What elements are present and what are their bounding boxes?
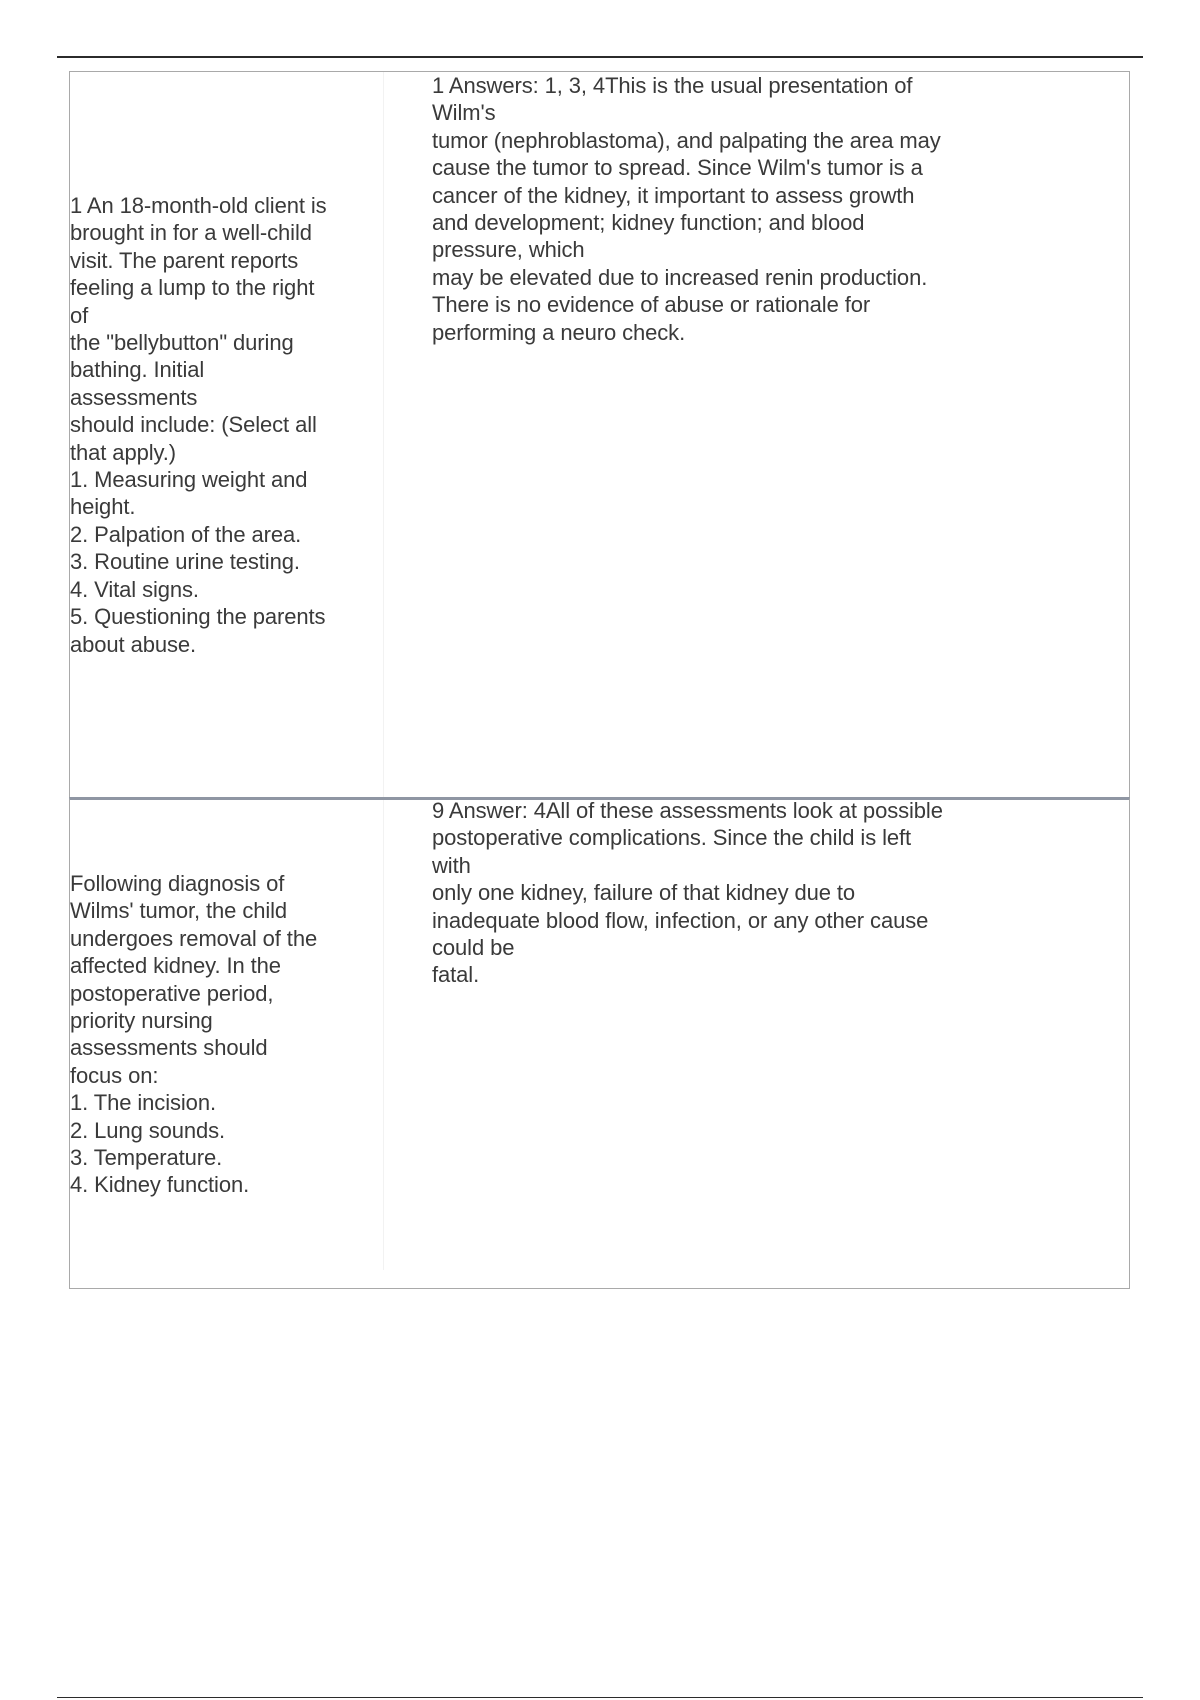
question-line: feeling a lump to the right	[70, 275, 315, 301]
question-line: 2. Palpation of the area.	[70, 521, 302, 547]
answer-line: pressure, which	[432, 237, 585, 263]
answer-line: cause the tumor to spread. Since Wilm's tumor is a	[432, 155, 923, 181]
answer-line: and development; kidney function; and blood	[432, 210, 865, 236]
answer-line: inadequate blood flow, infection, or any other cause	[432, 907, 929, 933]
question-line: 1. Measuring weight and	[70, 467, 308, 493]
header-rule	[57, 56, 1143, 58]
answer-line: postoperative complications. Since the child is left	[432, 825, 912, 851]
column-divider	[383, 800, 384, 1270]
question-line: that apply.)	[70, 439, 177, 465]
answer-line: tumor (nephroblastoma), and palpating the area may	[432, 127, 941, 153]
question-text	[70, 870, 370, 1199]
question-line: focus on:	[70, 1062, 159, 1088]
question-line: brought in for a well-child	[70, 220, 312, 246]
answer-line: Wilm's	[432, 100, 496, 126]
answer-line: may be elevated due to increased renin production.	[432, 264, 928, 290]
question-line: priority nursing	[70, 1008, 213, 1034]
answer-cell	[432, 72, 1022, 346]
question-line: about abuse.	[70, 631, 197, 657]
question-line: assessments should	[70, 1035, 268, 1061]
column-divider	[383, 72, 384, 797]
answer-line: could be	[432, 935, 515, 961]
question-line: the "bellybutton" during	[70, 330, 294, 356]
question-line: 3. Temperature.	[70, 1145, 223, 1171]
answer-cell	[432, 797, 1022, 989]
question-line: 4. Kidney function.	[70, 1172, 250, 1198]
question-line: Wilms' tumor, the child	[70, 898, 288, 924]
answer-line: cancer of the kidney, it important to assess growth	[432, 182, 915, 208]
question-line: bathing. Initial	[70, 357, 205, 383]
flashcard-1	[69, 71, 1130, 798]
question-line: undergoes removal of the	[70, 925, 318, 951]
question-cell	[70, 192, 370, 658]
answer-line: 1 Answers: 1, 3, 4This is the usual presentation of	[432, 73, 913, 98]
question-line: 2. Lung sounds.	[70, 1117, 226, 1143]
question-line: assessments	[70, 384, 198, 410]
question-line: 1. The incision.	[70, 1090, 216, 1116]
answer-line: with	[432, 852, 471, 878]
question-line: should include: (Select all	[70, 412, 317, 438]
question-line: height.	[70, 494, 136, 520]
question-line: affected kidney. In the	[70, 953, 281, 979]
answer-line: performing a neuro check.	[432, 319, 686, 345]
question-cell	[70, 870, 370, 1199]
question-line: 3. Routine urine testing.	[70, 549, 300, 575]
answer-line: There is no evidence of abuse or rationale for	[432, 292, 871, 318]
answer-text	[432, 72, 1022, 346]
question-line: postoperative period,	[70, 980, 274, 1006]
answer-text	[432, 797, 1022, 989]
answer-line: 9 Answer: 4All of these assessments look at possible	[432, 798, 943, 823]
question-line: 4. Vital signs.	[70, 576, 199, 602]
question-line: visit. The parent reports	[70, 247, 299, 273]
question-text	[70, 192, 370, 658]
question-line: of	[70, 302, 89, 328]
question-line: Following diagnosis of	[70, 871, 285, 896]
footer-rule	[57, 1697, 1143, 1698]
answer-line: fatal.	[432, 962, 480, 988]
question-line: 5. Questioning the parents	[70, 604, 326, 630]
flashcard-2	[69, 797, 1130, 1289]
answer-line: only one kidney, failure of that kidney due to	[432, 880, 856, 906]
question-line: 1 An 18-month-old client is	[70, 193, 327, 218]
